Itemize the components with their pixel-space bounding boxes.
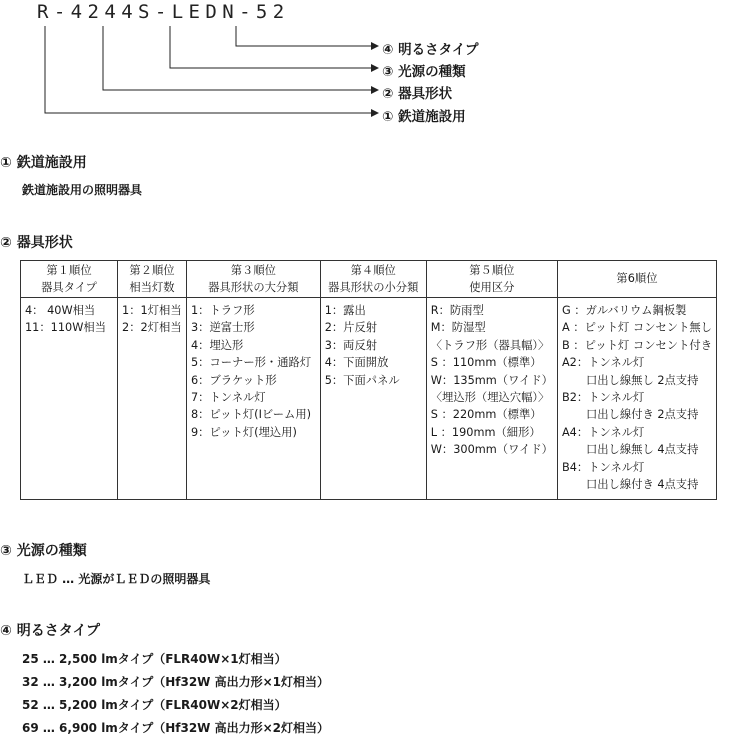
leg-line-3 [170,26,378,68]
header-col1: 第１順位 器具タイプ [21,261,118,298]
cell-col3: 1：トラフ形 3：逆富士形 4：埋込形 5：コーナー形・通路灯 6：ブラケット形 7：トンネル灯 8：ピット灯(Iビーム用) 9：ピット灯(埋込用) [186,298,320,500]
brightness-item: 32 … 3,200 lmタイプ（Hf32W 高出力形×1灯相当） [22,675,329,689]
leg-line-1 [45,26,378,113]
cell-col1: 4： 40W相当 11：110W相当 [21,298,118,500]
section3-text: ＬＥＤ … 光源がＬＥＤの照明器具 [22,572,211,586]
legend-light-source: ③ 光源の種類 [382,64,466,80]
cell-col2: 1：1灯相当 2：2灯相当 [118,298,187,500]
section2-title: ② 器具形状 [0,235,73,251]
code-breakdown-lines [0,0,733,130]
section1-title: ① 鉄道施設用 [0,155,87,171]
leg-line-4 [236,26,378,46]
section4-title: ④ 明るさタイプ [0,623,101,639]
table-row [21,298,717,500]
leg-line-2 [103,26,378,90]
fixture-shape-table [20,260,717,500]
legend-railway: ① 鉄道施設用 [382,109,466,125]
header-col5: 第５順位 使用区分 [426,261,557,298]
section1-text: 鉄道施設用の照明器具 [22,183,143,197]
section3-title: ③ 光源の種類 [0,543,87,559]
header-col4: 第４順位 器具形状の小分類 [320,261,426,298]
cell-col4: 1：露出 2：片反射 3：両反射 4：下面開放 5：下面パネル [320,298,426,500]
brightness-item: 25 … 2,500 lmタイプ（FLR40W×1灯相当） [22,652,287,666]
header-col2: 第２順位 相当灯数 [118,261,187,298]
legend-brightness: ④ 明るさタイプ [382,42,479,58]
cell-col5: R：防雨型 M：防湿型 〈トラフ形（器具幅）〉 S ：110mm（標準） W：135mm（ワイド） 〈埋込形（埋込穴幅）〉 S ：220mm（標準） L ：190mm（細形） W：300mm（ワイド） [426,298,557,500]
legend-fixture-shape: ② 器具形状 [382,86,453,102]
header-col6: 第6順位 [557,261,716,298]
header-col3: 第３順位 器具形状の大分類 [186,261,320,298]
brightness-item: 69 … 6,900 lmタイプ（Hf32W 高出力形×2灯相当） [22,721,329,735]
product-code: R-4244S-LEDN-52 [37,1,290,23]
cell-col6: G ：ガルバリウム鋼板製 A ：ピット灯 コンセント無し B ：ピット灯 コンセント付き A2：トンネル灯 口出し線無し 2点支持 B2：トンネル灯 口出し線付き 2点支持 A4：トンネル灯 口出し線無し 4点支持 B4：トンネル灯 口出し線付き 4点支持 [557,298,716,500]
table-header-row [21,261,717,298]
brightness-item: 52 … 5,200 lmタイプ（FLR40W×2灯相当） [22,698,287,712]
